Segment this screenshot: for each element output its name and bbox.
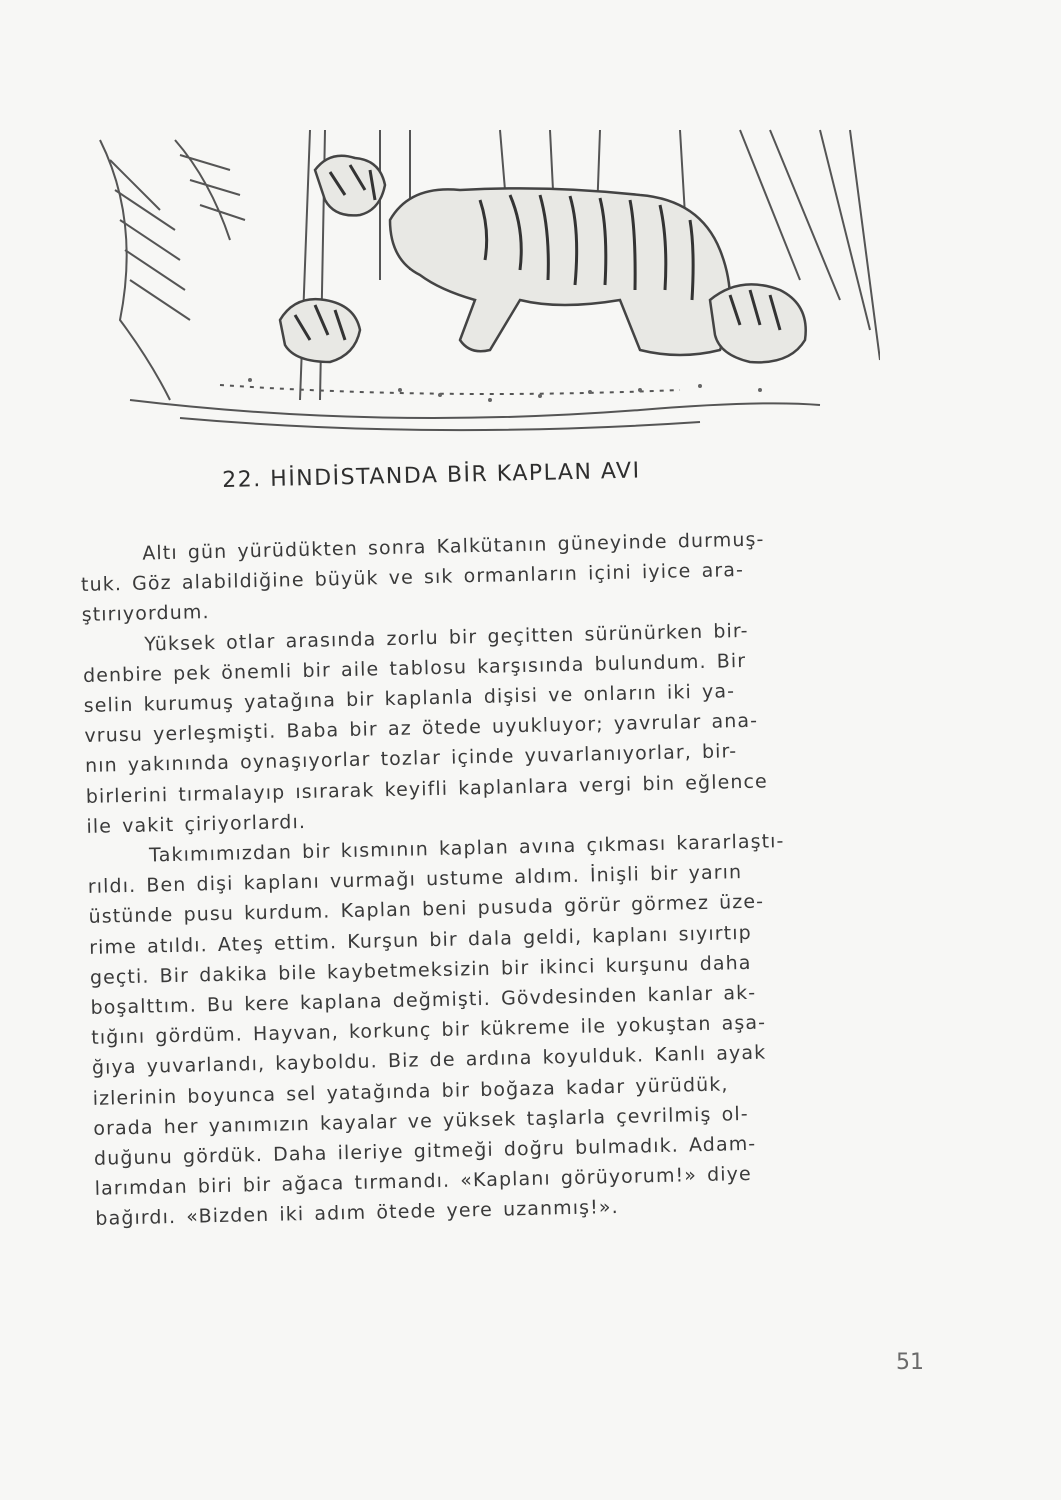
text-line: üstünde pusu kurdum. Kaplan beni pusuda görür görmez üze- <box>88 891 765 929</box>
text-line: duğunu gördük. Daha ileriye gitmeği doğru bulmadık. Adam- <box>93 1132 757 1170</box>
text-line: tığını gördüm. Hayvan, korkunç bir kükreme ile yokuştan aşa- <box>91 1011 767 1050</box>
text-line: rıldı. Ben dişi kaplanı vurmağı ustume aldım. İnişli bir yarın <box>87 861 743 899</box>
text-line: orada her yanımızın kayalar ve yüksek taşlarla çevrilmiş ol- <box>93 1102 749 1140</box>
text-line: selin kurumuş yatağına bir kaplanla dişisi ve onların iki ya- <box>83 680 736 717</box>
text-line: Takımımızdan bir kısmının kaplan avına çıkması kararlaştı- <box>148 830 785 867</box>
text-line: izlerinin boyunca sel yatağında bir boğaza kadar yürüdük, <box>92 1073 729 1110</box>
page-number: 51 <box>896 1350 924 1375</box>
text-line: ğıya yuvarlandı, kayboldu. Biz de ardına koyulduk. Kanlı ayak <box>91 1042 767 1080</box>
text-line: boşalttım. Bu kere kaplana değmişti. Gövdesinden kanlar ak- <box>90 981 757 1019</box>
text-line: geçti. Bir dakika bile kaybetmeksizin bir ikinci kurşunu daha <box>89 951 752 989</box>
text-line: larımdan biri bir ağaca tırmandı. «Kaplanı görüyorum!» diye <box>94 1163 753 1201</box>
text-line: Altı gün yürüdükten sonra Kalkütanın güneyinde durmuş- <box>142 528 765 565</box>
text-line: vrusu yerleşmişti. Baba bir az ötede uyukluyor; yavrular ana- <box>84 709 759 748</box>
text-line: ştırıyordum. <box>81 601 210 627</box>
text-line: bağırdı. «Bizden iki adım ötede yere uzanmış!». <box>95 1196 619 1231</box>
text-line: ile vakit çiriyorlardı. <box>86 810 307 838</box>
text-line: denbire pek önemli bir aile tablosu karşısında bulundum. Bir <box>82 649 747 687</box>
chapter-title: 22. HİNDİSTANDA BİR KAPLAN AVI <box>222 458 641 493</box>
text-line: Yüksek otlar arasında zorlu bir geçitten sürünürken bir- <box>144 619 749 656</box>
body-text <box>80 521 926 1234</box>
text-line: nın yakınında oynaşıyorlar tozlar içinde yuvarlanıyorlar, bir- <box>84 740 738 778</box>
text-line: birlerini tırmalayıp ısırarak keyifli kaplanlara vergi bin eğlence <box>85 770 769 808</box>
text-line: rime atıldı. Ateş ettim. Kurşun bir dala geldi, kaplanı sıyırtıp <box>88 921 752 959</box>
text-line: tuk. Göz alabildiğine büyük ve sık ormanların içini iyice ara- <box>80 559 745 597</box>
tiger-family-in-forest-illustration <box>80 100 880 440</box>
